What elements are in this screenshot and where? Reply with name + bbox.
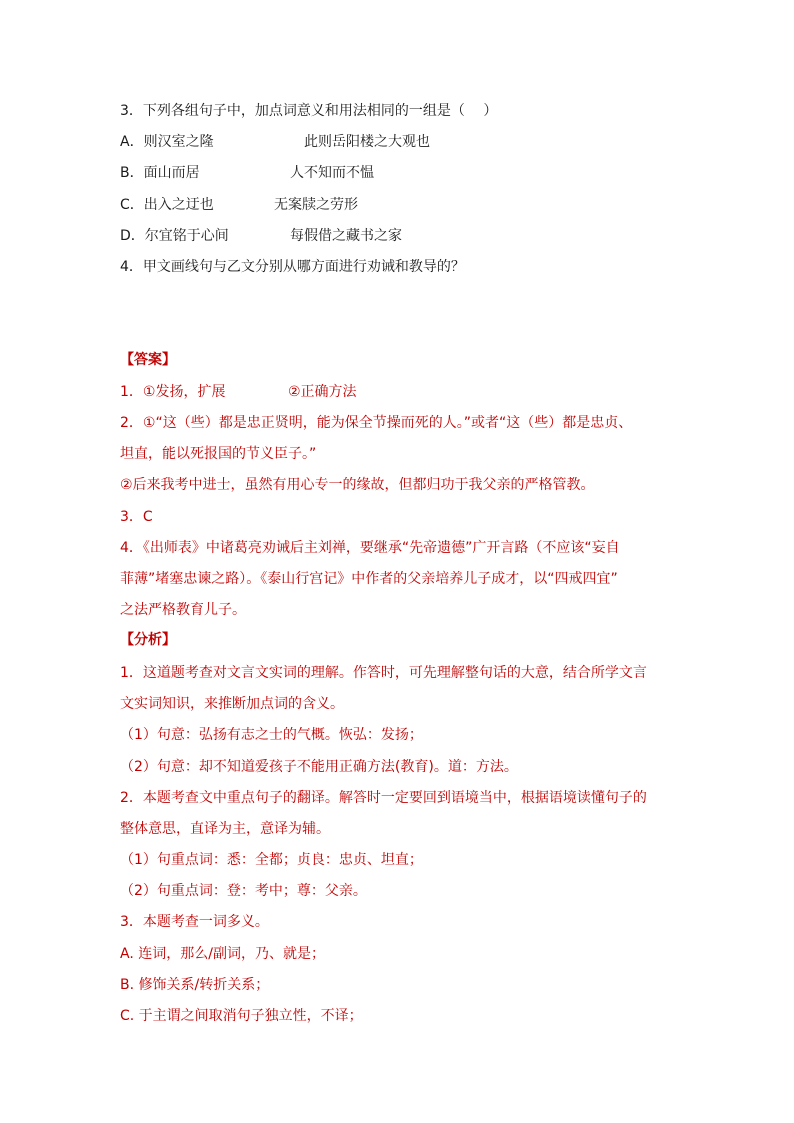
analysis-3-b: B. 修饰关系/转折关系；	[120, 977, 270, 993]
question-3: 3．下列各组句子中，加点词意义和用法相同的一组是（ ）	[120, 103, 498, 119]
analysis-3-a: A. 连词，那么/副词，乃、就是；	[120, 946, 325, 962]
answer-1-left: 1．①发扬，扩展	[120, 384, 226, 400]
option-d-right: 每假借之藏书之家	[290, 228, 402, 244]
option-a-right: 此则岳阳楼之大观也	[304, 134, 430, 150]
analysis-2-line-1: 2．本题考查文中重点句子的翻译。解答时一定要回到语境当中，根据语境读懂句子的	[120, 790, 647, 806]
option-c-left: C．出入之迂也	[120, 197, 214, 213]
option-c	[120, 195, 358, 215]
analysis-3-c: C. 于主谓之间取消句子独立性，不译；	[120, 1008, 363, 1024]
analysis-1-line-2: 文实词知识，来推断加点词的含义。	[120, 696, 344, 712]
option-c-right: 无案牍之劳形	[274, 197, 358, 213]
answer-4-line-1: 4．《出师表》中诸葛亮劝诫后主刘禅，要继承“先帝遗德”广开言路（不应该“妄自	[120, 540, 620, 556]
answer-1-right: ②正确方法	[288, 384, 357, 400]
answer-3: 3．C	[120, 509, 153, 525]
analysis-3-line-1: 3．本题考查一词多义。	[120, 914, 269, 930]
option-b-left: B．面山而居	[120, 165, 200, 181]
analysis-header: 【分析】	[120, 632, 176, 648]
answer-2-line-3: ②后来我考中进士，虽然有用心专一的缘故，但都归功于我父亲的严格管教。	[120, 477, 595, 493]
analysis-1-line-1: 1．这道题考查对文言文实词的理解。作答时，可先理解整句话的大意，结合所学文言	[120, 665, 647, 681]
option-a-left: A．则汉室之隆	[120, 134, 214, 150]
option-b-right: 人不知而不愠	[290, 165, 374, 181]
analysis-2-line-2: 整体意思，直译为主，意译为辅。	[120, 821, 330, 837]
option-d	[120, 226, 402, 246]
answer-2-line-2: 坦直，能以死报国的节义臣子。”	[120, 446, 317, 462]
answer-2-line-1: 2．①“这（些）都是忠正贤明，能为保全节操而死的人。”或者“这（些）都是忠贞、	[120, 415, 633, 431]
option-d-left: D．尔宜铭于心间	[120, 228, 229, 244]
analysis-1-sub-2: （2）句意：却不知道爱孩子不能用正确方法(教育)。道：方法。	[120, 759, 518, 775]
analysis-2-sub-1: （1）句重点词：悉：全都；贞良：忠贞、坦直；	[120, 852, 423, 868]
option-b	[120, 163, 374, 183]
analysis-2-sub-2: （2）句重点词：登：考中；尊：父亲。	[120, 883, 367, 899]
analysis-1-sub-1: （1）句意：弘扬有志之士的气概。恢弘：发扬；	[120, 727, 423, 743]
answer-header: 【答案】	[120, 352, 176, 368]
question-4: 4．甲文画线句与乙文分别从哪方面进行劝诫和教导的？	[120, 259, 465, 275]
answer-4-line-3: 之法严格教育儿子。	[120, 602, 246, 618]
answer-4-line-2: 菲薄”堵塞忠谏之路）。《泰山行宫记》中作者的父亲培养儿子成才，以“四戒四宜”	[120, 571, 618, 587]
answer-1	[120, 382, 357, 402]
option-a	[120, 132, 430, 152]
